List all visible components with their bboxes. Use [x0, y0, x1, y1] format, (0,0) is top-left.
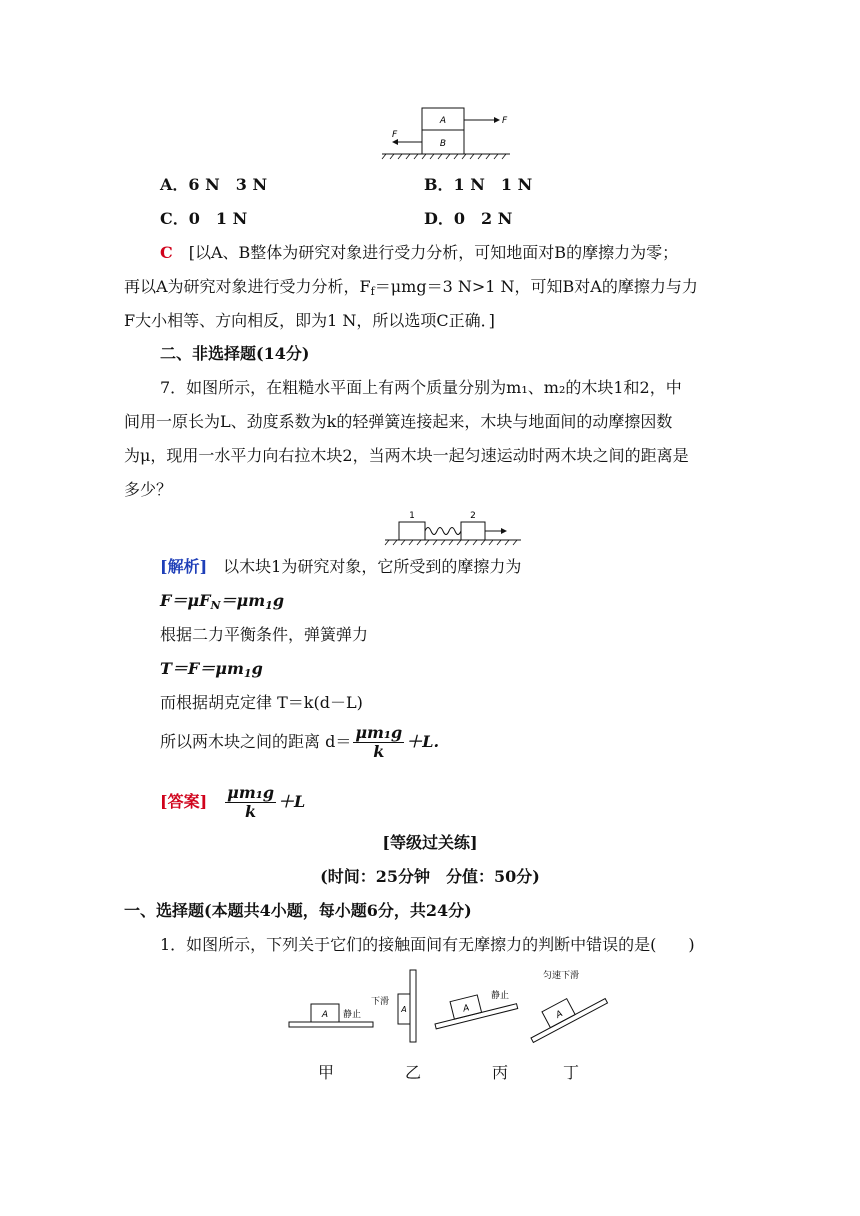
block-stack-figure [378, 102, 518, 162]
option-d: D．0 2 N [424, 209, 513, 228]
solution-line3: 根据二力平衡条件，弹簧弹力 [160, 625, 369, 644]
case1-block-label: A [321, 1010, 329, 1020]
section1-heading: 一、选择题(本题共4小题，每小题6分，共24分) [124, 901, 472, 920]
answer6-choice: C [160, 243, 173, 262]
spring-label-2: 2 [470, 511, 476, 521]
q7-line4: 多少？ [124, 480, 173, 499]
answer7-fraction: $\frac{\text{μm₁g}}{k}$ [227, 783, 275, 821]
solution-line6: 所以两木块之间的距离 d＝ $\frac{\text{μm₁g}}{k}$ ＋L. [160, 723, 440, 761]
caption-bing: 丙 [492, 1063, 509, 1082]
section2-heading: 二、非选择题(14分) [160, 344, 310, 363]
solution-line1: [解析] 以木块1为研究对象，它所受到的摩擦力为 [160, 557, 522, 576]
solution-tag: [解析] [160, 557, 208, 576]
answer7-line: [答案] $\frac{\text{μm₁g}}{k}$ ＋L [160, 783, 306, 821]
q1-stem: 1．如图所示，下列关于它们的接触面间有无摩擦力的判断中错误的是( ) [160, 935, 695, 954]
case1-state: 静止 [343, 1010, 362, 1020]
answer7-tag: [答案] [160, 792, 208, 811]
spring-blocks-figure [383, 508, 523, 546]
block-a-label: A [439, 116, 447, 126]
level-title: [等级过关练] [382, 833, 478, 852]
spring-label-1: 1 [409, 511, 415, 521]
q7-line2: 间用一原长为L、劲度系数为k的轻弹簧连接起来，木块与地面间的动摩擦因数 [124, 412, 673, 431]
caption-ding: 丁 [563, 1063, 580, 1082]
distance-fraction: $\frac{\text{μm₁g}}{k}$ [355, 723, 403, 761]
case3-state: 静止 [491, 991, 510, 1001]
option-c: C．0 1 N [160, 209, 248, 228]
force-f-right-label: F [502, 116, 508, 126]
level-info: (时间：25分钟 分值：50分) [320, 867, 540, 886]
block-b-label: B [439, 139, 447, 149]
case3-block-label: A [462, 1003, 471, 1015]
case4-state: 匀速下滑 [543, 971, 580, 981]
q7-line3: 为μ，现用一水平力向右拉木块2，当两木块一起匀速运动时两木块之间的距离是 [124, 446, 689, 465]
solution-eq2: $T=F=\mu m_1g$ [160, 659, 263, 680]
solution-line5: 而根据胡克定律 T＝k(d－L) [160, 693, 363, 712]
answer6-line1: C [以A、B整体为研究对象进行受力分析，可知地面对B的摩擦力为零； [160, 243, 679, 262]
case2-block-label: A [401, 1005, 407, 1014]
friction-cases-figure [285, 966, 615, 1046]
case2-state: 下滑 [371, 997, 390, 1007]
option-b: B．1 N 1 N [424, 175, 533, 194]
force-f-left-label: F [392, 130, 398, 140]
solution-eq1: $F=\mu F_N=\mu m_1g$ [160, 591, 284, 612]
caption-yi: 乙 [405, 1063, 422, 1082]
option-a: A．6 N 3 N [160, 175, 268, 194]
answer6-line3: F大小相等、方向相反，即为1 N，所以选项C正确．] [124, 311, 495, 330]
answer6-line2: 再以A为研究对象进行受力分析，$F_f=\mu mg=3$ N>1 N，可知B对A的摩擦力与力 [124, 277, 698, 298]
caption-jia: 甲 [318, 1063, 335, 1082]
q7-line1: 7．如图所示，在粗糙水平面上有两个质量分别为m₁、m₂的木块1和2，中 [160, 378, 682, 397]
case4-block-label: A [554, 1009, 565, 1021]
